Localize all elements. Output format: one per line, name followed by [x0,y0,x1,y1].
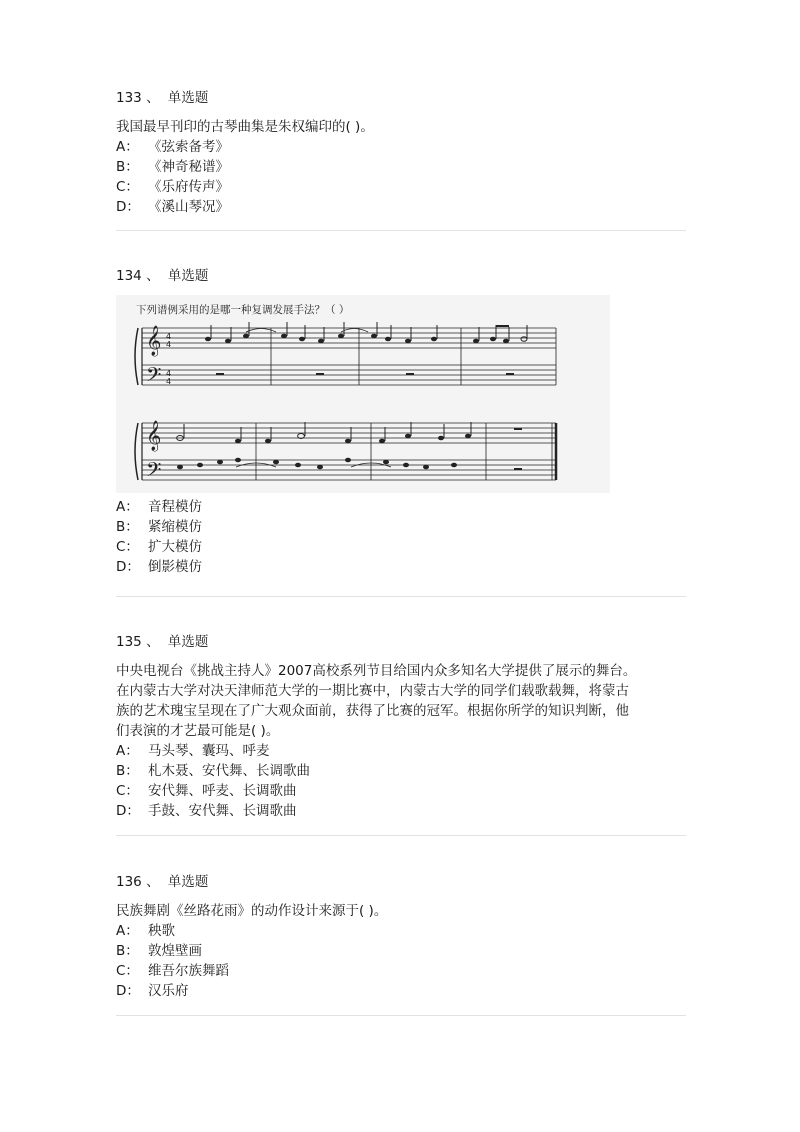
question-text [116,661,686,741]
option-b[interactable] [116,941,686,961]
option-c[interactable] [116,961,686,981]
option-text: 《溪山琴况》 [148,199,229,215]
divider [116,230,686,231]
option-text: 维吾尔族舞蹈 [148,963,229,979]
score-notes-2 [146,420,522,486]
question-136 [116,872,686,1001]
option-label: D： [116,983,140,999]
option-label: A： [116,139,139,155]
option-label: B： [116,943,139,959]
option-label: D： [116,199,140,215]
divider [116,835,686,836]
option-text: 《乐府传声》 [148,179,229,195]
option-label: B： [116,159,139,175]
option-b[interactable] [116,761,686,781]
question-sep: 、 [146,634,160,650]
question-header [116,88,686,108]
option-d[interactable] [116,801,686,821]
option-text: 汉乐府 [148,983,189,999]
option-b[interactable] [116,517,686,537]
divider [116,596,686,597]
question-number: 133 [116,90,142,106]
divider [116,1015,686,1016]
option-text: 《神奇秘谱》 [148,159,229,175]
option-label: C： [116,963,139,979]
option-text: 音程模仿 [148,499,202,515]
question-type: 单选题 [167,90,209,106]
option-label: A： [116,499,139,515]
question-135 [116,632,686,821]
svg-text:4: 4 [166,332,172,341]
question-text-line: 们表演的才艺最可能是( )。 [116,723,280,739]
svg-text:4: 4 [166,369,172,378]
svg-text:4: 4 [166,340,172,349]
option-text: 秧歌 [148,923,175,939]
option-d[interactable] [116,197,686,217]
svg-text:4: 4 [166,377,172,386]
option-d[interactable] [116,981,686,1001]
question-133 [116,88,686,217]
music-score-image [116,295,610,493]
option-c[interactable] [116,177,686,197]
question-sep: 、 [146,268,160,284]
option-label: C： [116,179,139,195]
option-text: 手鼓、安代舞、长调歌曲 [148,803,297,819]
option-text: 倒影模仿 [148,559,202,575]
option-a[interactable] [116,741,686,761]
question-sep: 、 [146,874,160,890]
option-c[interactable] [116,781,686,801]
option-a[interactable] [116,497,686,517]
question-text-line: 族的艺术瑰宝呈现在了广大观众面前，获得了比赛的冠军。根据你所学的知识判断，他 [116,703,629,719]
question-number: 136 [116,874,142,890]
question-text: 我国最早刊印的古琴曲集是朱权编印的( )。 [116,119,374,135]
option-label: D： [116,559,140,575]
svg-text:𝄢: 𝄢 [146,363,162,391]
question-134 [116,266,686,286]
option-text: 敦煌壁画 [148,943,202,959]
option-b[interactable] [116,157,686,177]
question-header [116,872,686,892]
question-type: 单选题 [167,268,209,284]
option-label: B： [116,519,139,535]
option-label: A： [116,743,139,759]
question-header [116,632,686,652]
option-text: 安代舞、呼麦、长调歌曲 [148,783,297,799]
option-text: 马头琴、囊玛、呼麦 [148,743,270,759]
option-label: C： [116,783,139,799]
question-text: 民族舞剧《丝路花雨》的动作设计来源于( )。 [116,903,388,919]
question-134-options [116,497,686,577]
question-number: 135 [116,634,142,650]
option-a[interactable] [116,921,686,941]
score-system-2 [135,423,556,480]
svg-text:𝄞: 𝄞 [146,421,162,451]
option-label: A： [116,923,139,939]
option-a[interactable] [116,137,686,157]
score-caption: 下列谱例采用的是哪一种复调发展手法？（ ） [136,304,350,316]
option-text: 紧缩模仿 [148,519,202,535]
question-sep: 、 [146,90,160,106]
svg-text:𝄢: 𝄢 [146,458,162,486]
option-text: 扩大模仿 [148,539,202,555]
option-text: 《弦索备考》 [148,139,229,155]
question-number: 134 [116,268,142,284]
option-d[interactable] [116,557,686,577]
option-text: 札木聂、安代舞、长调歌曲 [148,763,310,779]
option-c[interactable] [116,537,686,557]
option-label: C： [116,539,139,555]
score-system-1 [135,328,556,385]
question-text-line: 在内蒙古大学对决天津师范大学的一期比赛中，内蒙古大学的同学们载歌载舞，将蒙古 [116,683,629,699]
question-type: 单选题 [167,874,209,890]
question-type: 单选题 [167,634,209,650]
score-notes-1 [146,322,527,391]
question-text-line: 中央电视台《挑战主持人》2007高校系列节目给国内众多知名大学提供了展示的舞台。 [116,663,637,679]
svg-text:𝄞: 𝄞 [146,326,162,356]
question-header [116,266,686,286]
option-label: D： [116,803,140,819]
option-label: B： [116,763,139,779]
